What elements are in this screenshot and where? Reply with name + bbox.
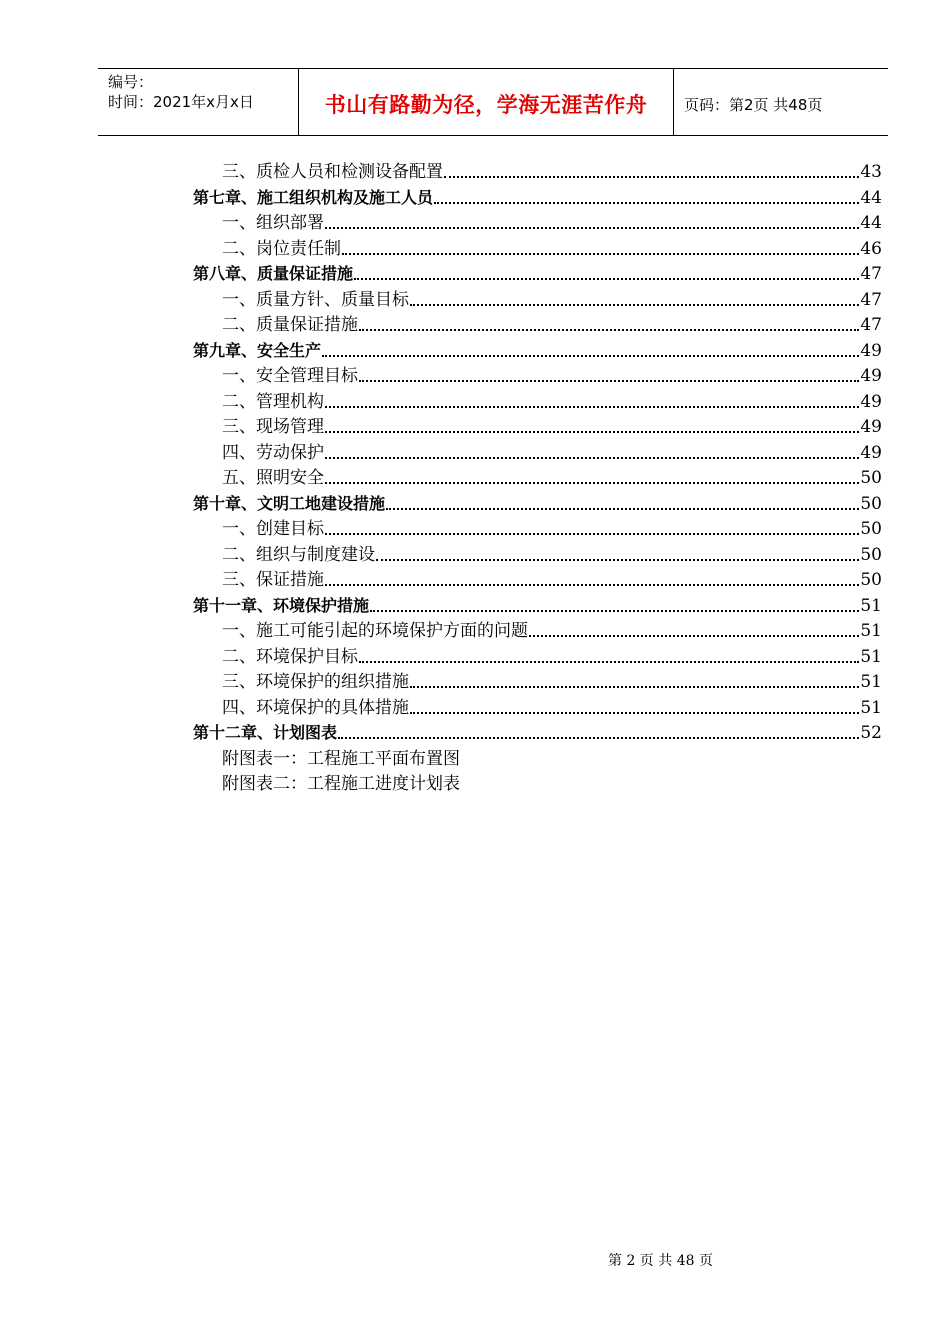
toc-entry-page-number: 52: [860, 723, 882, 743]
toc-entry-label: 三、现场管理: [222, 417, 324, 437]
toc-entry-label: 三、质检人员和检测设备配置: [222, 162, 443, 182]
header-motto-cell: [299, 69, 674, 135]
toc-section-entry[interactable]: [222, 158, 882, 183]
toc-section-entry[interactable]: [222, 439, 882, 464]
toc-entry-page-number: 46: [860, 238, 882, 259]
toc-entry-page-number: 43: [860, 162, 882, 182]
toc-entry-page-number: 44: [860, 213, 882, 233]
toc-section-entry[interactable]: [222, 286, 882, 311]
toc-entry-label: 三、保证措施: [222, 570, 324, 590]
toc-dot-leader: [359, 329, 859, 331]
toc-entry-page-number: 49: [860, 366, 882, 386]
toc-entry-label: 二、质量保证措施: [222, 315, 358, 335]
document-number-label: 编号：: [108, 73, 154, 91]
toc-section-entry[interactable]: [222, 694, 882, 719]
toc-section-entry[interactable]: [222, 617, 882, 642]
toc-entry-page-number: 51: [860, 697, 882, 718]
page-header: [98, 68, 888, 136]
toc-dot-leader: [342, 253, 859, 255]
toc-dot-leader: [338, 737, 859, 739]
toc-section-entry[interactable]: [222, 515, 882, 540]
document-date-label: 时间：2021年x月x日: [108, 93, 254, 111]
toc-section-entry[interactable]: [222, 311, 882, 336]
toc-entry-label: 附图表一：工程施工平面布置图: [222, 748, 460, 769]
toc-entry-label: 第十章、文明工地建设措施: [193, 493, 386, 513]
toc-dot-leader: [410, 712, 859, 714]
toc-chapter-entry[interactable]: [193, 719, 882, 744]
toc-entry-page-number: 47: [860, 315, 882, 335]
toc-entry-label: 二、岗位责任制: [222, 238, 341, 259]
toc-entry-label: 四、劳动保护: [222, 442, 324, 463]
toc-entry-label: 第七章、施工组织机构及施工人员: [193, 187, 434, 207]
toc-section-entry[interactable]: [222, 566, 882, 591]
page-footer-number: 第 2 页 共 48 页: [608, 1253, 713, 1269]
toc-entry-label: 第十二章、计划图表: [193, 723, 338, 742]
toc-chapter-entry[interactable]: [193, 490, 882, 515]
toc-dot-leader: [370, 610, 859, 612]
toc-chapter-entry[interactable]: [193, 184, 882, 209]
toc-dot-leader: [325, 431, 859, 433]
toc-section-entry[interactable]: [222, 643, 882, 668]
toc-entry-label: 二、组织与制度建设: [222, 544, 375, 565]
toc-entry-label: 第八章、质量保证措施: [193, 264, 354, 283]
toc-entry-label: 二、管理机构: [222, 391, 324, 412]
toc-entry-label: 附图表二：工程施工进度计划表: [222, 774, 460, 794]
toc-entry-page-number: 50: [860, 570, 882, 590]
toc-dot-leader: [529, 635, 859, 637]
toc-entry-label: 第九章、安全生产: [193, 340, 322, 360]
toc-entry-label: 一、创建目标: [222, 519, 324, 539]
header-page-cell: [674, 69, 888, 135]
toc-dot-leader: [325, 406, 859, 408]
toc-entry-label: 一、组织部署: [222, 213, 324, 233]
toc-dot-leader: [325, 533, 859, 535]
toc-entry-page-number: 51: [860, 672, 882, 692]
toc-entry-label: 三、环境保护的组织措施: [222, 672, 409, 692]
toc-section-entry[interactable]: [222, 668, 882, 693]
toc-dot-leader: [354, 278, 859, 280]
toc-entry-page-number: 49: [860, 417, 882, 437]
toc-entry-page-number: 49: [860, 391, 882, 412]
toc-entry-page-number: 50: [860, 544, 882, 565]
toc-entry-label: 一、安全管理目标: [222, 366, 358, 386]
toc-dot-leader: [325, 227, 859, 229]
toc-section-entry[interactable]: [222, 770, 882, 795]
toc-section-entry[interactable]: [222, 745, 882, 770]
toc-entry-page-number: 49: [860, 340, 882, 361]
toc-chapter-entry[interactable]: [193, 592, 882, 617]
toc-dot-leader: [325, 584, 859, 586]
toc-entry-page-number: 51: [860, 646, 882, 667]
toc-section-entry[interactable]: [222, 209, 882, 234]
toc-entry-label: 第十一章、环境保护措施: [193, 595, 370, 615]
toc-section-entry[interactable]: [222, 362, 882, 387]
toc-section-entry[interactable]: [222, 235, 882, 260]
toc-entry-label: 四、环境保护的具体措施: [222, 697, 409, 718]
toc-entry-page-number: 47: [860, 289, 882, 310]
toc-entry-page-number: 51: [860, 621, 882, 641]
toc-dot-leader: [410, 304, 859, 306]
toc-chapter-entry[interactable]: [193, 337, 882, 362]
toc-section-entry[interactable]: [222, 388, 882, 413]
toc-dot-leader: [359, 661, 859, 663]
toc-entry-page-number: 50: [860, 519, 882, 539]
toc-entry-page-number: 51: [860, 595, 882, 616]
header-left-cell: [98, 69, 299, 135]
toc-entry-label: 一、质量方针、质量目标: [222, 289, 409, 310]
header-motto: 书山有路勤为径，学海无涯苦作舟: [324, 93, 648, 117]
toc-section-entry[interactable]: [222, 413, 882, 438]
toc-chapter-entry[interactable]: [193, 260, 882, 285]
toc-dot-leader: [359, 380, 859, 382]
toc-dot-leader: [325, 482, 859, 484]
toc-dot-leader: [325, 457, 859, 459]
toc-dot-leader: [444, 176, 859, 178]
toc-entry-page-number: 49: [860, 442, 882, 463]
toc-entry-label: 一、施工可能引起的环境保护方面的问题: [222, 621, 528, 641]
toc-dot-leader: [376, 559, 859, 561]
toc-section-entry[interactable]: [222, 464, 882, 489]
toc-dot-leader: [322, 355, 859, 357]
toc-entry-label: 二、环境保护目标: [222, 646, 358, 667]
toc-dot-leader: [434, 202, 859, 204]
toc-entry-page-number: 50: [860, 468, 882, 488]
toc-section-entry[interactable]: [222, 541, 882, 566]
toc-entry-page-number: 44: [860, 187, 882, 208]
toc-dot-leader: [410, 686, 859, 688]
toc-entry-label: 五、照明安全: [222, 468, 324, 488]
toc-entry-page-number: 50: [860, 493, 882, 514]
header-page-number: 页码：第2页 共48页: [684, 96, 823, 114]
toc-dot-leader: [386, 508, 859, 510]
toc-entry-page-number: 47: [860, 264, 882, 284]
